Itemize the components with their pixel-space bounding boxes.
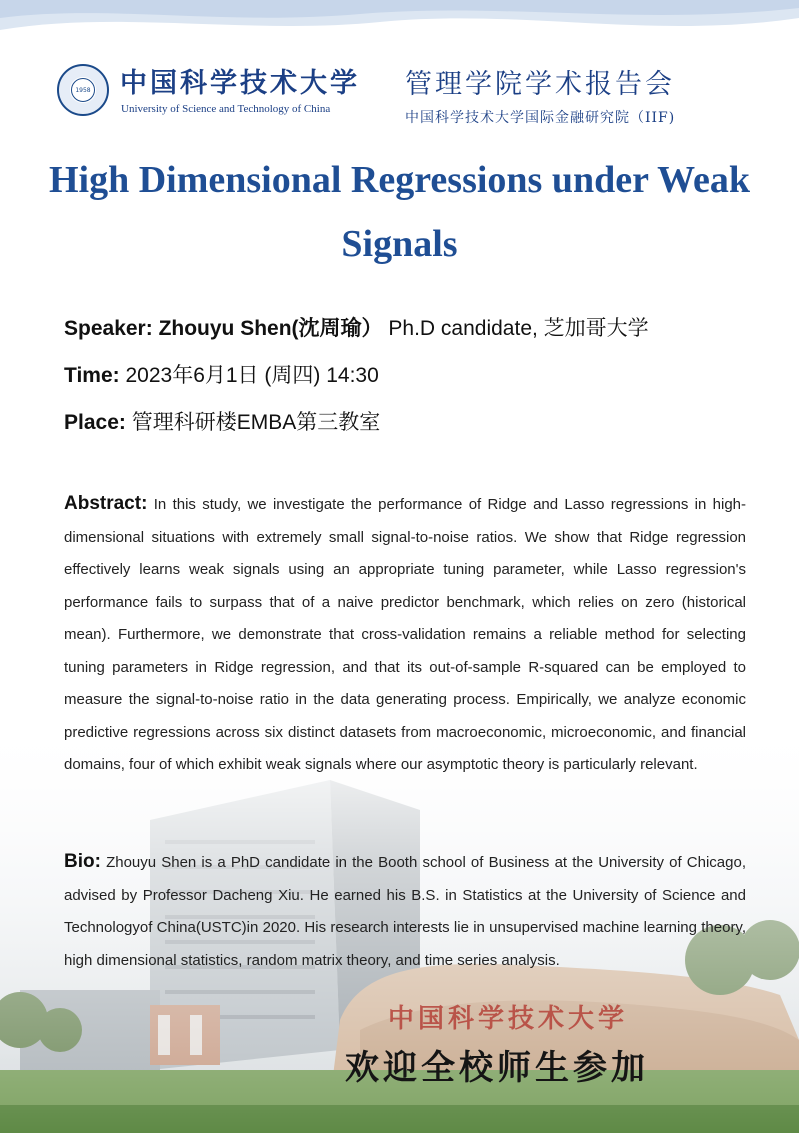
poster-header	[0, 55, 799, 135]
speaker-label: Speaker:	[64, 317, 153, 340]
welcome-message: 欢迎全校师生参加	[345, 1048, 649, 1088]
place-row	[64, 399, 764, 446]
bio-label: Bio:	[64, 851, 101, 872]
abstract-text: In this study, we investigate the performance of Ridge and Lasso regressions in high-dimensional situations with extremely small signal-to-noise ratios. We show that Ridge regression effectively learns weak signals using an appropriate tuning parameter, while Lasso regression's performance fails to surpass that of a naive predictor benchmark, which relies on zero (historical mean). Furthermore, we demonstrate that cross-validation remains a reliable method for selecting tuning parameters in Ridge regression, and that its out-of-sample R-squared can be employed to measure the signal-to-noise ratio in the data generating process. Empirically, we analyze economic predictive regressions across six distinct datasets from macroeconomic, microeconomic, and financial domains, four of which exhibit weak signals where our asymptotic theory is particularly relevant.	[64, 496, 746, 773]
seal-year: 1958	[71, 78, 95, 102]
abstract-section	[64, 488, 746, 782]
time-row	[64, 352, 764, 399]
university-name-cn: 中国科学技术大学	[120, 68, 360, 99]
speaker-affiliation: Ph.D candidate, 芝加哥大学	[388, 317, 649, 340]
bio-section	[64, 846, 746, 977]
time-label: Time:	[64, 364, 120, 387]
place-label: Place:	[64, 411, 126, 434]
header-wave-decoration	[0, 0, 799, 60]
university-seal-icon	[57, 64, 109, 116]
series-title: 管理学院学术报告会	[405, 69, 675, 100]
place-value: 管理科研楼EMBA第三教室	[131, 411, 381, 434]
speaker-name: Zhouyu Shen(沈周瑜）	[158, 317, 383, 340]
institute-name: 中国科学技术大学国际金融研究院（IIF)	[405, 110, 676, 126]
rock-inscription: 中国科学技术大学	[388, 1004, 629, 1034]
talk-details	[64, 305, 764, 446]
bio-text: Zhouyu Shen is a PhD candidate in the Booth school of Business at the University of Chicago, advised by Professor Dacheng Xiu. He earned his B.S. in Statistics at the University of Science and Technologyof China(USTC)in 2020. His research interests lie in unsupervised machine learning theory, high dimensional statistics, random matrix theory, and time series analysis.	[64, 854, 747, 969]
time-value: 2023年6月1日 (周四) 14:30	[125, 364, 379, 387]
talk-title: High Dimensional Regressions under Weak Signals	[48, 159, 750, 265]
speaker-row	[64, 305, 764, 352]
university-name-en: University of Science and Technology of China	[121, 103, 331, 115]
abstract-label: Abstract:	[64, 493, 148, 514]
